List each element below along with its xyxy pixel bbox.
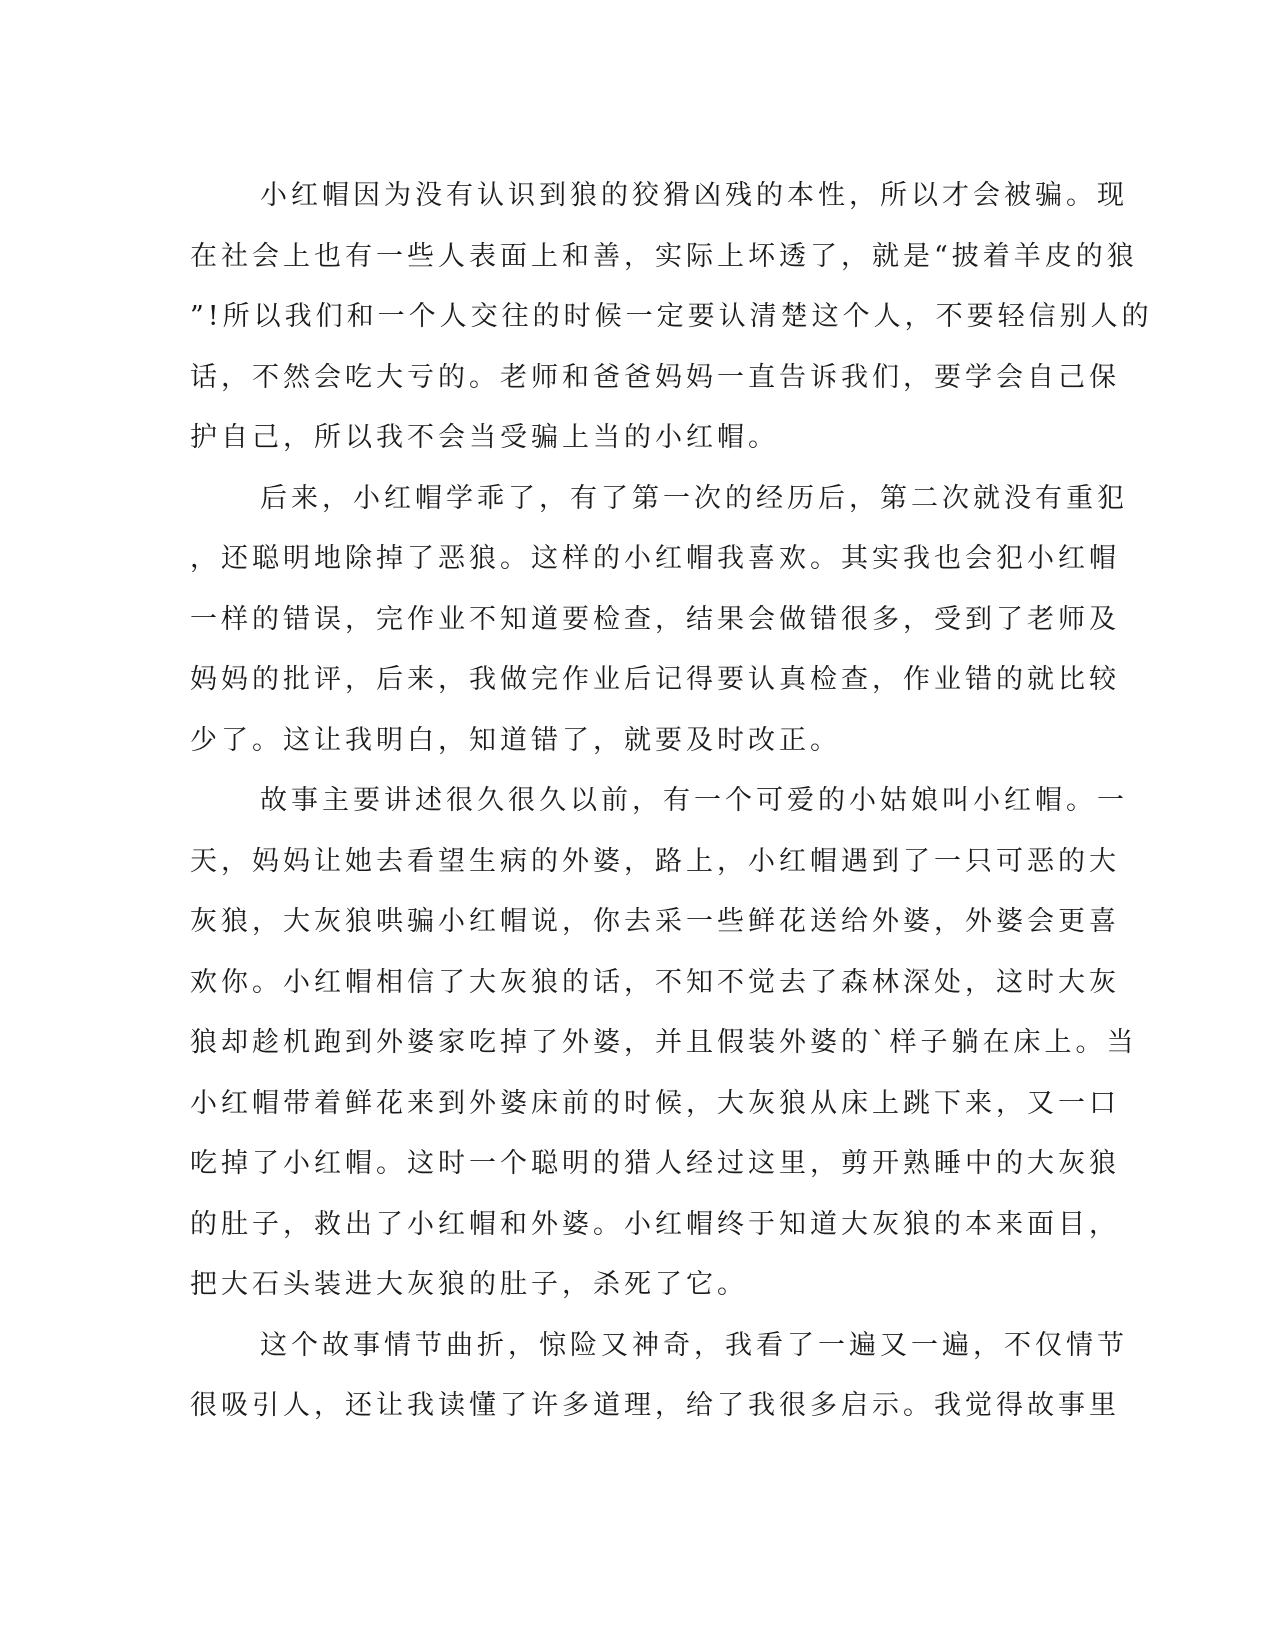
paragraph-line: 在社会上也有一些人表面上和善，实际上坏透了，就是“披着羊皮的狼 [190,240,1138,272]
paragraph-line: 小红帽带着鲜花来到外婆床前的时候，大灰狼从床上跳下来，又一口 [190,1087,1120,1119]
paragraph-line: 少了。这让我明白，知道错了，就要及时改正。 [190,724,841,756]
paragraph-line: 把大石头装进大灰狼的肚子，杀死了它。 [190,1269,748,1300]
paragraph-line: 一样的错误，完作业不知道要检查，结果会做错很多，受到了老师及 [190,603,1120,635]
paragraph-line: 妈妈的批评，后来，我做完作业后记得要认真检查，作业错的就比较 [190,664,1120,695]
paragraph-line: 的肚子，救出了小红帽和外婆。小红帽终于知道大灰狼的本来面目， [190,1208,1120,1240]
paragraph-line: 后来，小红帽学乖了，有了第一次的经历后，第二次就没有重犯 [260,482,1128,514]
paragraph-line: 吃掉了小红帽。这时一个聪明的猎人经过这里，剪开熟睡中的大灰狼 [190,1148,1120,1179]
paragraph-line: 很吸引人，还让我读懂了许多道理，给了我很多启示。我觉得故事里 [190,1390,1120,1421]
paragraph-line: 灰狼，大灰狼哄骗小红帽说，你去采一些鲜花送给外婆，外婆会更喜 [190,906,1120,937]
paragraph-line: 护自己，所以我不会当受骗上当的小红帽。 [190,422,779,453]
paragraph-line: ，还聪明地除掉了恶狼。这样的小红帽我喜欢。其实我也会犯小红帽 [190,543,1120,574]
body-text [190,166,1153,1437]
paragraph-line: 狼却趁机跑到外婆家吃掉了外婆，并且假装外婆的`样子躺在床上。当 [190,1027,1138,1058]
paragraph-line: 欢你。小红帽相信了大灰狼的话，不知不觉去了森林深处，这时大灰 [190,966,1120,998]
paragraph-line: 故事主要讲述很久很久以前，有一个可爱的小姑娘叫小红帽。一 [260,785,1128,816]
paragraph-line: 小红帽因为没有认识到狼的狡猾凶残的本性，所以才会被骗。现 [260,180,1128,211]
paragraph-line: 天，妈妈让她去看望生病的外婆，路上，小红帽遇到了一只可恶的大 [190,845,1120,877]
paragraph-line: 这个故事情节曲折，惊险又神奇，我看了一遍又一遍，不仅情节 [260,1329,1128,1361]
paragraph-line: ”!所以我们和一个人交往的时候一定要认清楚这个人，不要轻信别人的 [190,301,1153,332]
paragraph-line: 话，不然会吃大亏的。老师和爸爸妈妈一直告诉我们，要学会自己保 [190,361,1120,393]
